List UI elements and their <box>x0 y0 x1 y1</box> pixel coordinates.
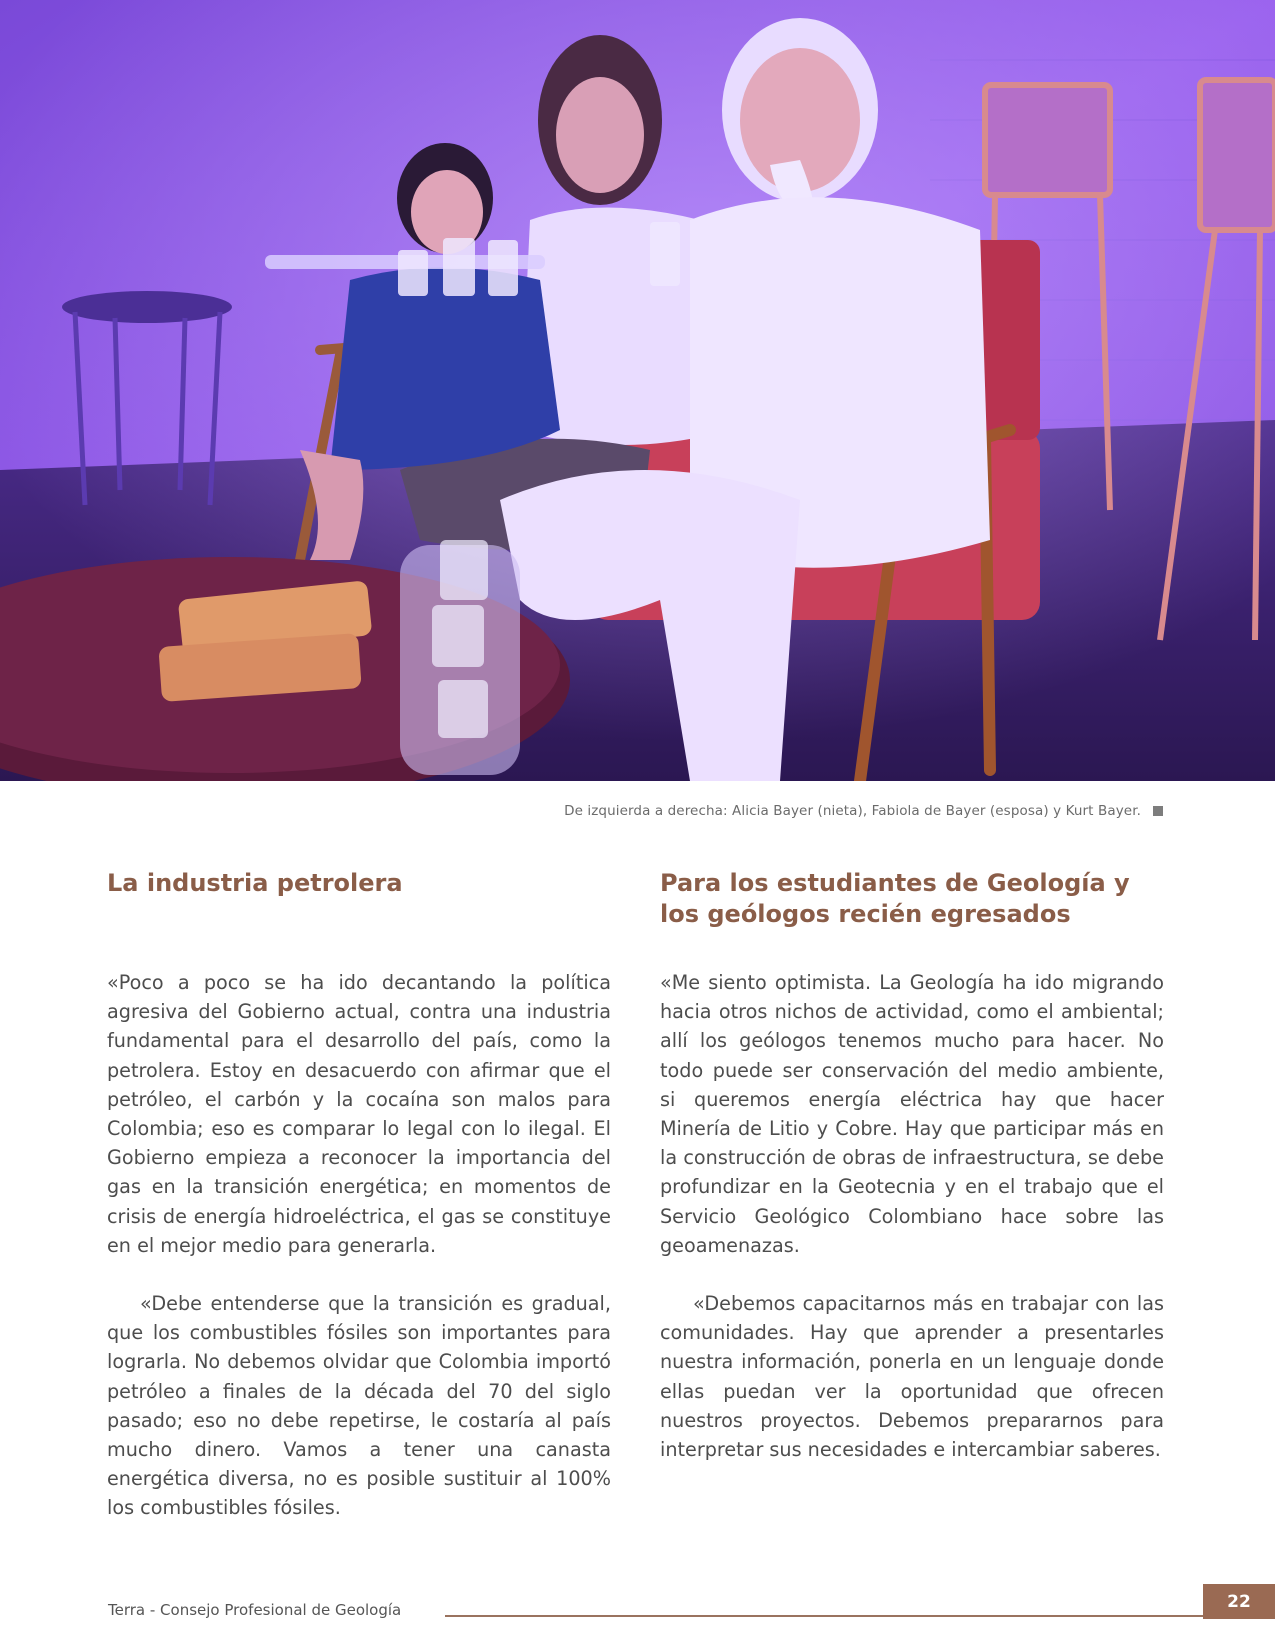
paragraph: «Debemos capacitarnos más en trabajar con las comunidades. Hay que aprender a presentarles nuestra información, ponerla en un lenguaje donde ellas puedan ver la oportunidad que ofrecen nuestros proyectos. Debemos prepararnos para interpretar sus necesidades e intercambiar saberes. <box>660 1292 1164 1462</box>
caption-text: De izquierda a derecha: Alicia Bayer (nieta), Fabiola de Bayer (esposa) y Kurt Bayer. <box>564 803 1141 819</box>
left-column <box>107 868 611 1552</box>
paragraph: «Poco a poco se ha ido decantando la política agresiva del Gobierno actual, contra una industria fundamental para el desarrollo del país, como la petrolera. Estoy en desacuerdo con afirmar que el petróleo, el carbón y la cocaína son malos para Colombia; eso es comparar lo legal con lo ilegal. El Gobierno empieza a reconocer la importancia del gas en la transición energética; en momentos de crisis de energía hidroeléctrica, el gas se constituye en el mejor medio para generarla. <box>107 971 611 1257</box>
photo-caption <box>564 803 1163 819</box>
feature-photo <box>0 0 1275 781</box>
footer-publication: Terra - Consejo Profesional de Geología <box>108 1601 402 1619</box>
section-heading-students: Para los estudiantes de Geología y los geólogos recién egresados <box>660 869 1130 928</box>
family-photo-image <box>0 0 1275 781</box>
right-column <box>660 868 1164 1493</box>
caption-end-square-icon <box>1153 806 1163 816</box>
footer-divider <box>445 1615 1203 1617</box>
page-number: 22 <box>1203 1584 1275 1619</box>
paragraph: «Debe entenderse que la transición es gradual, que los combustibles fósiles son importantes para lograrla. No debemos olvidar que Colombia importó petróleo a finales de la década del 70 del siglo pasado; eso no debe repetirse, le costaría al país mucho dinero. Vamos a tener una canasta energética diversa, no es posible sustituir al 100% los combustibles fósiles. <box>107 1292 611 1520</box>
paragraph: «Me siento optimista. La Geología ha ido migrando hacia otros nichos de actividad, como el ambiental; allí los geólogos tenemos mucho para hacer. No todo puede ser conservación del medio ambiente, si queremos energía eléctrica hay que hacer Minería de Litio y Cobre. Hay que participar más en la construcción de obras de infraestructura, se debe profundizar en la Geotecnia y en el trabajo que el Servicio Geológico Colombiano hace sobre las geoamenazas. <box>660 971 1164 1257</box>
section-heading-oil-industry: La industria petrolera <box>107 869 403 897</box>
